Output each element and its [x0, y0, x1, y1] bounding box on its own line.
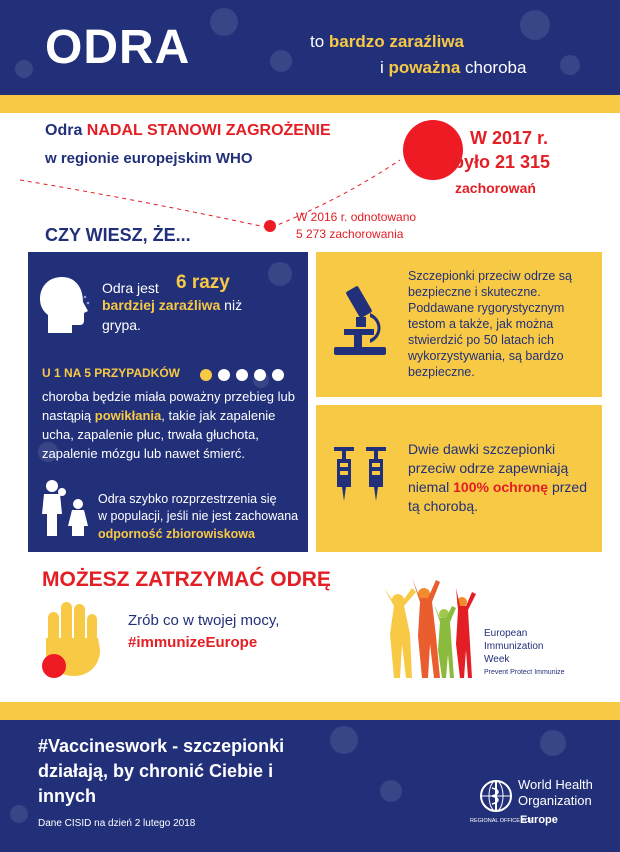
- stat-2016-line2: 5 273 zachorowania: [296, 227, 404, 241]
- vaccineswork-line-3: innych: [38, 786, 97, 806]
- case-dot-2016: [264, 220, 276, 232]
- decor-bubble: [380, 780, 402, 802]
- intro-line-2: w regionie europejskim WHO: [45, 150, 253, 167]
- decor-bubble: [330, 726, 358, 754]
- protection-text: [408, 440, 598, 516]
- eiw-slogan: Prevent Protect Immunize: [484, 669, 565, 676]
- decor-bubble: [270, 50, 292, 72]
- tagline-2: [380, 58, 526, 78]
- decor-bubble: [210, 8, 238, 36]
- who-emblem-icon: [478, 778, 514, 814]
- did-you-know-heading: CZY WIESZ, ŻE...: [45, 225, 191, 245]
- vaccineswork-line-1: #Vaccineswork - szczepionki: [38, 736, 285, 756]
- ratio-dot: [200, 369, 212, 381]
- page-title: ODRA: [45, 21, 191, 74]
- fact1-line-b: [102, 297, 242, 313]
- complications-highlight: powikłania: [94, 408, 162, 423]
- head-profile-icon: [38, 275, 90, 335]
- eiw-line-2: Immunization: [484, 641, 544, 652]
- fact1-line-b-post: niż: [220, 297, 243, 313]
- tagline-1: [310, 32, 464, 52]
- ratio-dot: [254, 369, 266, 381]
- intro-line-1-pre: Odra: [45, 122, 87, 139]
- protection-post: przed tą chorobą.: [408, 479, 587, 514]
- ratio-dot: [236, 369, 248, 381]
- hand-stop-icon: [38, 598, 110, 678]
- decor-bubble: [540, 730, 566, 756]
- decor-bubble: [10, 805, 28, 823]
- herd-line-3: odporność zbiorowiskowa: [98, 527, 255, 541]
- microscope-icon: [330, 285, 390, 357]
- do-what-you-can: Zrób co w twojej mocy,: [128, 612, 280, 629]
- safety-text: Szczepionki przeciw odrze są bezpieczne i skuteczne. Poddawane rygorystycznym testom a także, jak można stwierdzić po 50 latach ich wykorzystywania, są bardzo bezpieczne.: [408, 269, 572, 379]
- ratio-dot: [218, 369, 230, 381]
- intro-line-1: [45, 122, 331, 140]
- ratio-dot: [272, 369, 284, 381]
- protection-highlight: 100% ochronę: [453, 479, 549, 495]
- eiw-line-1: European: [484, 628, 528, 639]
- header-stripe: [0, 95, 620, 113]
- tagline-1-pre: to: [310, 32, 329, 51]
- tagline-2-post: choroba: [460, 58, 527, 77]
- who-regional-office: REGIONAL OFFICE FOR: [470, 818, 534, 824]
- intro-line-1-highlight: NADAL STANOWI ZAGROŻENIE: [86, 122, 331, 139]
- who-name-line-1: World Health: [518, 777, 593, 792]
- tagline-2-highlight: poważna: [388, 58, 461, 77]
- eiw-line-3: Week: [484, 654, 510, 665]
- herd-line-2: w populacji, jeśli nie jest zachowana: [98, 509, 299, 523]
- fact1-line-c: grypa.: [102, 317, 141, 333]
- stat-2016-line1: W 2016 r. odnotowano: [296, 210, 417, 224]
- complications-text: [42, 387, 304, 463]
- eiw-logo-figures: [380, 574, 480, 684]
- stat-2017-line3: zachorowań: [455, 180, 536, 196]
- footer-stripe: [0, 702, 620, 720]
- herd-line-1: Odra szybko rozprzestrzenia się: [98, 492, 277, 506]
- fact1-line-b-highlight: bardziej zaraźliwa: [102, 297, 221, 313]
- stat-2017-line2: było 21 315: [453, 152, 551, 172]
- protection-pre: Dwie dawki szczepionki przeciw odrze zapewniają niemal: [408, 441, 569, 495]
- fact1-line-a: Odra jest: [102, 280, 159, 296]
- complications-post: , takie jak zapalenie ucha, zapalenie płuc, trwała głuchota, zapalenie mózgu lub nawet śmierć.: [42, 408, 276, 461]
- data-source: Dane CISID na dzień 2 lutego 2018: [38, 818, 196, 829]
- who-name-line-2: Organization: [518, 793, 592, 808]
- stop-measles-heading: MOŻESZ ZATRZYMAĆ ODRĘ: [42, 568, 331, 591]
- decor-bubble: [268, 262, 292, 286]
- complications-pre: choroba będzie miała poważny przebieg lub nastąpią: [42, 389, 295, 423]
- one-in-five-heading: U 1 NA 5 PRZYPADKÓW: [42, 366, 181, 380]
- immunize-hashtag[interactable]: #immunizeEurope: [128, 634, 258, 651]
- tagline-1-highlight: bardzo zaraźliwa: [328, 32, 465, 51]
- decor-bubble: [560, 55, 580, 75]
- tagline-2-pre: i: [380, 58, 389, 77]
- stat-2017-line1: W 2017 r.: [470, 128, 549, 148]
- syringe-icon: [330, 445, 392, 503]
- who-europe: Europe: [520, 814, 558, 826]
- vaccineswork-line-2: działają, by chronić Ciebie i: [38, 761, 274, 781]
- fact1-six-times: 6 razy: [176, 272, 230, 293]
- decor-bubble: [15, 60, 33, 78]
- decor-bubble: [520, 10, 550, 40]
- family-icon: [40, 478, 96, 538]
